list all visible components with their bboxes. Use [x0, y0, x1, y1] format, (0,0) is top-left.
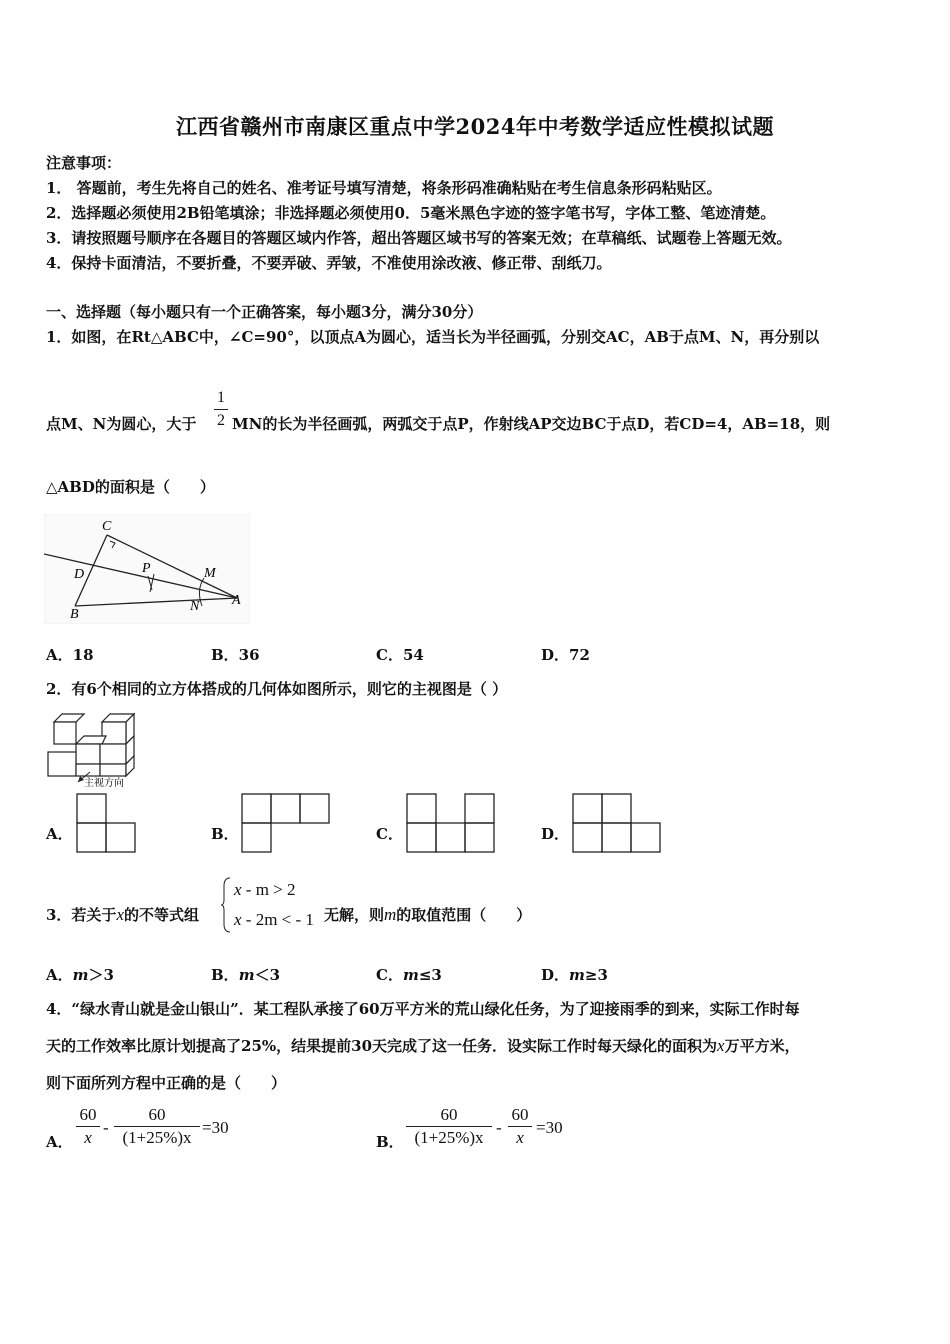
- label-c: C: [102, 519, 112, 534]
- ineq1-var: x: [234, 880, 242, 899]
- q3-option-c-rest: ≤3: [418, 966, 442, 984]
- q3-var-m: m: [384, 905, 397, 924]
- q2-option-d-view[interactable]: [572, 793, 661, 854]
- fraction-numerator: 1: [217, 389, 225, 406]
- question-3-text: [46, 905, 199, 925]
- question-4-line-1: 4．“绿水青山就是金山银山”．某工程队承接了60万平方米的荒山绿化任务，为了迎接雨季的到来，实际工作时每: [46, 1000, 800, 1018]
- fraction-bar: [214, 409, 228, 410]
- label-n: N: [190, 599, 200, 614]
- q3-option-d-rest: ≥3: [584, 966, 608, 984]
- q3-option-a-letter: A．: [46, 966, 73, 984]
- question-1-line-1: 1．如图，在Rt△ABC中，∠C=90°，以顶点A为圆心，适当长为半径画弧，分别交AC，AB于点M、N，再分别以: [46, 328, 820, 346]
- ineq2-var: x: [234, 910, 242, 929]
- q3-option-c-var: m: [402, 966, 419, 984]
- q4-line-2a: 天的工作效率比原计划提高了25%，结果提前30天完成了这一任务．设实际工作时每天绿化的面积为: [46, 1037, 718, 1055]
- fraction-denominator: 2: [217, 412, 225, 429]
- fraction-bar: [76, 1126, 100, 1127]
- ineq2-rest: - 2m < - 1: [245, 910, 314, 929]
- q2-option-a-label[interactable]: A．: [46, 825, 73, 843]
- q4-b-fraction-2: [508, 1105, 532, 1148]
- q1-option-b[interactable]: B．36: [211, 646, 260, 664]
- q4-b-rhs: =30: [536, 1118, 563, 1137]
- q4-a-fraction-2: [114, 1105, 200, 1148]
- q2-option-c-view[interactable]: [406, 793, 495, 854]
- q3-option-a[interactable]: [46, 964, 114, 985]
- page-title: 江西省赣州市南康区重点中学2024年中考数学适应性模拟试题: [176, 114, 774, 139]
- notice-item: 1． 答题前，考生先将自己的姓名、准考证号填写清楚，将条形码准确粘贴在考生信息条形码粘贴区。: [46, 179, 722, 197]
- numerator: 60: [511, 1105, 529, 1124]
- q2-option-c-label[interactable]: C．: [376, 825, 403, 843]
- label-b: B: [70, 607, 79, 622]
- q2-option-d-label[interactable]: D．: [541, 825, 570, 843]
- question-2-text: 2．有6个相同的立方体搭成的几何体如图所示，则它的主视图是（ ）: [46, 680, 508, 698]
- label-m: M: [204, 566, 216, 581]
- q4-line-2b: 万平方米，: [724, 1037, 800, 1055]
- direction-label: 主视方向: [84, 778, 124, 788]
- q4-b-minus: -: [496, 1118, 502, 1137]
- denominator: (1+25%)x: [122, 1128, 192, 1147]
- q3-option-a-rest: ＞3: [88, 966, 114, 984]
- notice-heading: 注意事项：: [46, 154, 122, 172]
- q3-option-b-letter: B．: [211, 966, 239, 984]
- numerator: 60: [79, 1105, 97, 1124]
- question-1-line-2a: 点M、N为圆心，大于: [46, 415, 197, 433]
- denominator: x: [516, 1128, 524, 1147]
- q3-option-c-letter: C．: [376, 966, 403, 984]
- triangle-figure: [44, 514, 250, 624]
- q4-a-minus: -: [103, 1118, 109, 1137]
- q3-option-b-rest: ＜3: [254, 966, 280, 984]
- q3-text-a: 3．若关于: [46, 906, 117, 924]
- q4-a-rhs: =30: [202, 1118, 229, 1137]
- q4-var-x: x: [717, 1036, 725, 1055]
- q4-option-b-label[interactable]: B．: [376, 1133, 404, 1151]
- numerator: 60: [440, 1105, 458, 1124]
- question-4-line-3: 则下面所列方程中正确的是（ ）: [46, 1074, 287, 1092]
- inequality-1: [234, 880, 296, 900]
- fraction-bar: [406, 1126, 492, 1127]
- q4-a-fraction-1: [76, 1105, 100, 1148]
- denominator: (1+25%)x: [414, 1128, 484, 1147]
- q1-option-d[interactable]: D．72: [541, 646, 590, 664]
- question-1-line-3: △ABD的面积是（ ）: [46, 478, 215, 496]
- fraction-bar: [508, 1126, 532, 1127]
- label-a: A: [232, 593, 241, 608]
- numerator: 60: [148, 1105, 166, 1124]
- inequality-2: [234, 910, 314, 930]
- question-3-text-tail: [324, 905, 531, 925]
- q4-b-fraction-1: [406, 1105, 492, 1148]
- ineq1-rest: - m > 2: [245, 880, 296, 899]
- q3-option-d[interactable]: [541, 964, 608, 985]
- q3-option-a-var: m: [72, 966, 89, 984]
- label-p: P: [142, 561, 151, 576]
- q2-option-b-label[interactable]: B．: [211, 825, 239, 843]
- q3-text-c: 无解，则: [324, 906, 385, 924]
- half-fraction: [214, 388, 228, 431]
- q2-option-a-view[interactable]: [76, 793, 136, 854]
- notice-item: 4．保持卡面清洁，不要折叠，不要弄破、弄皱，不准使用涂改液、修正带、刮纸刀。: [46, 254, 612, 272]
- q1-option-c[interactable]: C．54: [376, 646, 424, 664]
- q3-var-x: x: [116, 905, 124, 924]
- q3-option-d-var: m: [569, 966, 585, 984]
- q2-option-b-view[interactable]: [241, 793, 330, 854]
- q3-text-d: 的取值范围（ ）: [396, 906, 532, 924]
- label-d: D: [74, 567, 85, 582]
- q3-text-b: 的不等式组: [123, 906, 199, 924]
- q4-option-a-label[interactable]: A．: [46, 1133, 73, 1151]
- question-1-line-2b: MN的长为半径画弧，两弧交于点P，作射线AP交边BC于点D，若CD=4，AB=18，则: [232, 415, 831, 433]
- notice-item: 3．请按照题号顺序在各题目的答题区域内作答，超出答题区域书写的答案无效；在草稿纸、试题卷上答题无效。: [46, 229, 792, 247]
- denominator: x: [84, 1128, 92, 1147]
- notice-item: 2．选择题必须使用2B铅笔填涂；非选择题必须使用0．5毫米黑色字迹的签字笔书写，字体工整、笔迹清楚。: [46, 204, 776, 222]
- q3-option-d-letter: D．: [541, 966, 570, 984]
- section-heading: 一、选择题（每小题只有一个正确答案，每小题3分，满分30分）: [46, 303, 483, 321]
- q1-option-a[interactable]: A．18: [46, 646, 94, 664]
- system-brace: [220, 876, 232, 934]
- q3-option-b[interactable]: [211, 964, 280, 985]
- cube-stack-figure: [44, 708, 144, 788]
- fraction-bar: [114, 1126, 200, 1127]
- q3-option-c[interactable]: [376, 964, 442, 985]
- question-4-line-2: [46, 1036, 800, 1056]
- q3-option-b-var: m: [238, 966, 255, 984]
